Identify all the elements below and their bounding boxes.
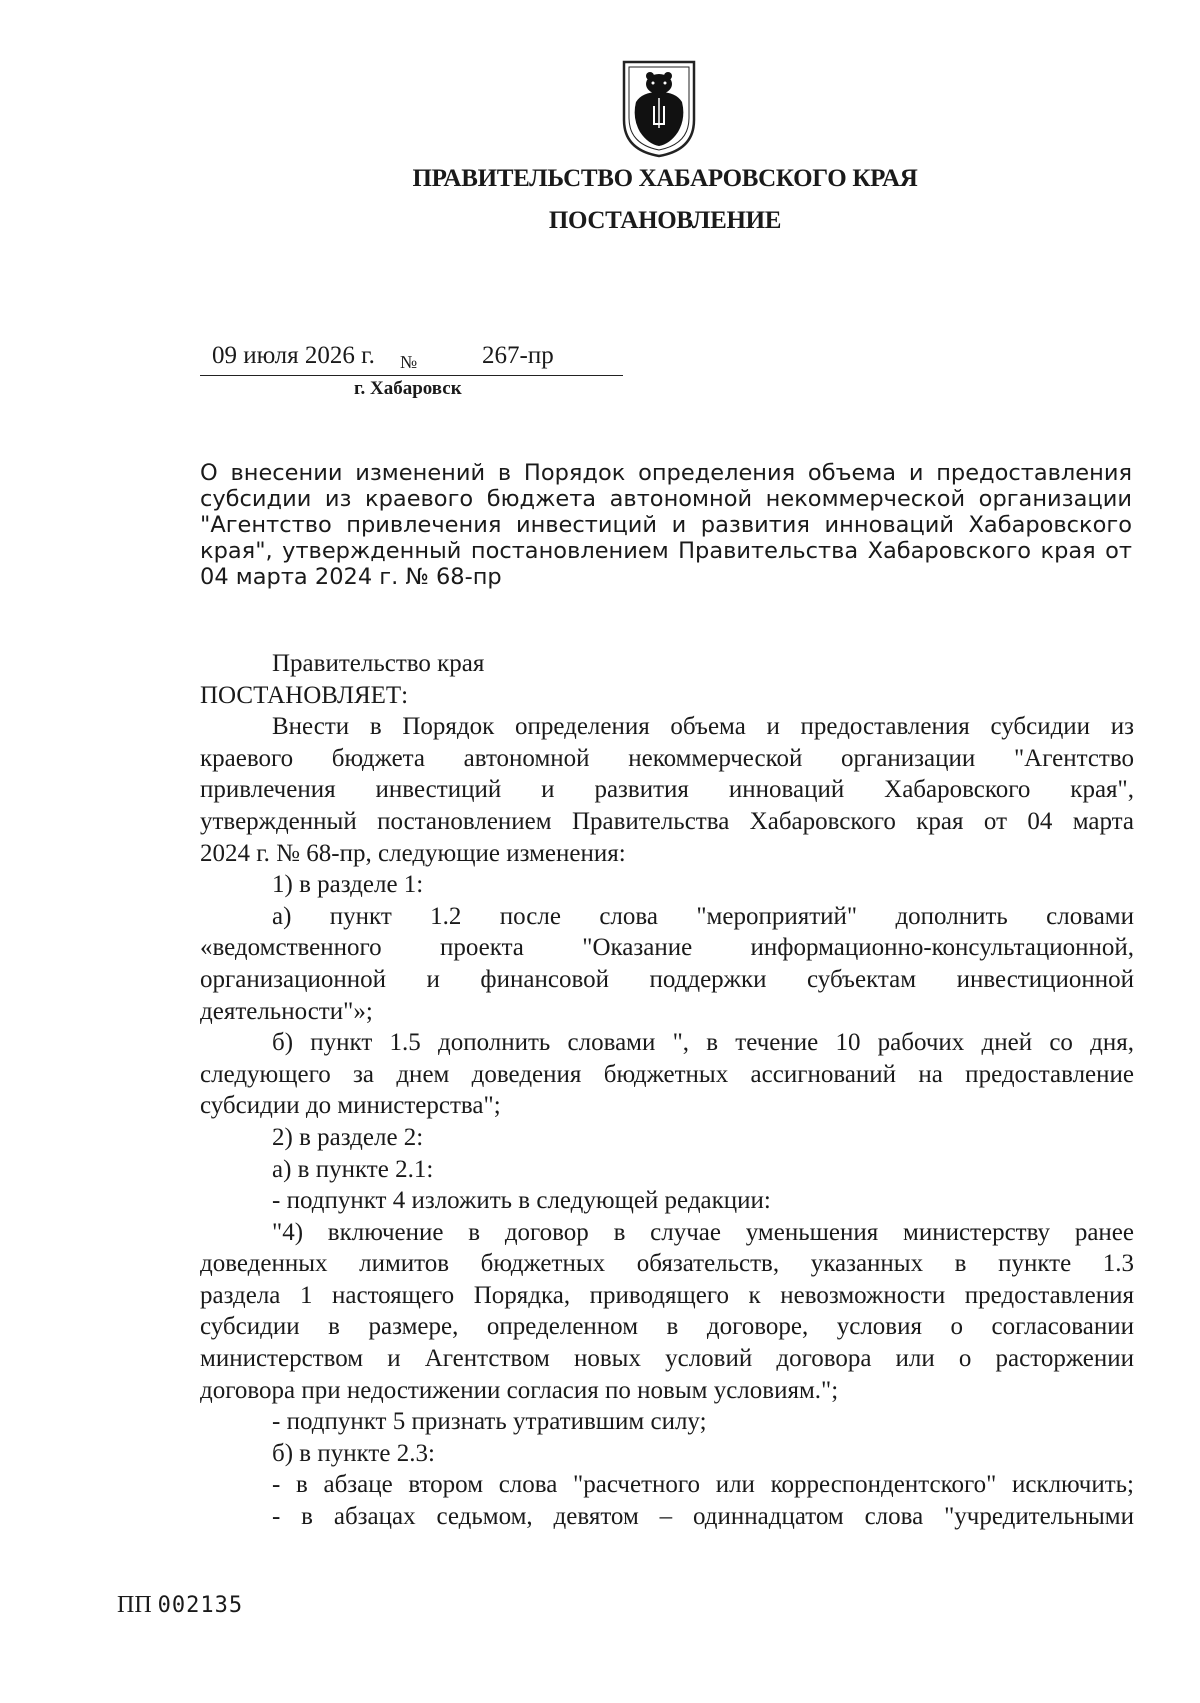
body-line: следующего за днем доведения бюджетных ассигнований на предоставление xyxy=(200,1060,1134,1088)
body-line: - в абзаце втором слова "расчетного или корреспондентского" исключить; xyxy=(272,1471,1134,1499)
body-line: "4) включение в договор в случае уменьшения министерству ранее xyxy=(272,1218,1134,1246)
document-body xyxy=(200,648,1134,1533)
body-line: 2) в разделе 2: xyxy=(272,1123,424,1151)
body-line: ПОСТАНОВЛЯЕТ: xyxy=(200,681,409,709)
body-line: раздела 1 настоящего Порядка, приводящего к невозможности предоставления xyxy=(200,1281,1134,1309)
body-line: Правительство края xyxy=(272,650,485,677)
body-line: а) в пункте 2.1: xyxy=(272,1155,434,1183)
body-line: субсидии до министерства"; xyxy=(200,1092,501,1120)
document-subject xyxy=(200,460,1132,590)
date-underline xyxy=(200,375,623,376)
body-line: а) пункт 1.2 после слова "мероприятий" дополнить словами xyxy=(272,902,1134,930)
body-line: 1) в разделе 1: xyxy=(272,871,424,899)
subject-line: края", утвержденный постановлением Правительства Хабаровского края от xyxy=(200,538,1132,564)
body-line: организационной и финансовой поддержки субъектам инвестиционной xyxy=(200,965,1134,993)
document-type-title: ПОСТАНОВЛЕНИЕ xyxy=(548,207,782,234)
subject-line: О внесении изменений в Порядок определения объема и предоставления xyxy=(200,460,1132,486)
document-number: 267-пр xyxy=(482,342,554,369)
body-line: краевого бюджета автономной некоммерческой организации "Агентство xyxy=(200,744,1134,772)
body-line: деятельности"»; xyxy=(200,997,373,1025)
body-line: - подпункт 4 изложить в следующей редакции: xyxy=(272,1187,771,1215)
subject-line: "Агентство привлечения инвестиций и развития инноваций Хабаровского xyxy=(200,512,1132,538)
body-line: 2024 г. № 68-пр, следующие изменения: xyxy=(200,839,626,867)
body-line: «ведомственного проекта "Оказание информационно-консультационной, xyxy=(200,934,1134,962)
form-serial-number: 002135 xyxy=(157,1593,244,1618)
body-line: Внести в Порядок определения объема и предоставления субсидии из xyxy=(272,713,1134,741)
number-sign: № xyxy=(400,352,418,372)
authority-title: ПРАВИТЕЛЬСТВО ХАБАРОВСКОГО КРАЯ xyxy=(412,165,918,192)
subject-line: субсидии из краевого бюджета автономной некоммерческой организации xyxy=(200,486,1132,512)
body-line: б) пункт 1.5 дополнить словами ", в течение 10 рабочих дней со дня, xyxy=(272,1029,1134,1057)
form-serial-prefix: ПП xyxy=(117,1592,152,1618)
coat-of-arms-emblem xyxy=(620,58,698,158)
document-city: г. Хабаровск xyxy=(354,378,462,399)
body-line: министерством и Агентством новых условий договора или о расторжении xyxy=(200,1345,1134,1373)
form-serial xyxy=(117,1592,243,1619)
subject-line: 04 марта 2024 г. № 68-пр xyxy=(200,564,502,590)
body-line: - подпункт 5 признать утратившим силу; xyxy=(272,1408,707,1436)
body-line: привлечения инвестиций и развития инноваций Хабаровского края", xyxy=(200,776,1134,804)
body-line: - в абзацах седьмом, девятом – одиннадцатом слова "учредительными xyxy=(272,1503,1134,1531)
document-date: 09 июля 2026 г. xyxy=(212,342,375,369)
body-line: доведенных лимитов бюджетных обязательств, указанных в пункте 1.3 xyxy=(200,1250,1134,1278)
body-line: утвержденный постановлением Правительства Хабаровского края от 04 марта xyxy=(200,807,1134,835)
body-line: договора при недостижении согласия по новым условиям."; xyxy=(200,1376,839,1404)
body-line: субсидии в размере, определенном в договоре, условия о согласовании xyxy=(200,1313,1134,1341)
body-line: б) в пункте 2.3: xyxy=(272,1439,435,1467)
